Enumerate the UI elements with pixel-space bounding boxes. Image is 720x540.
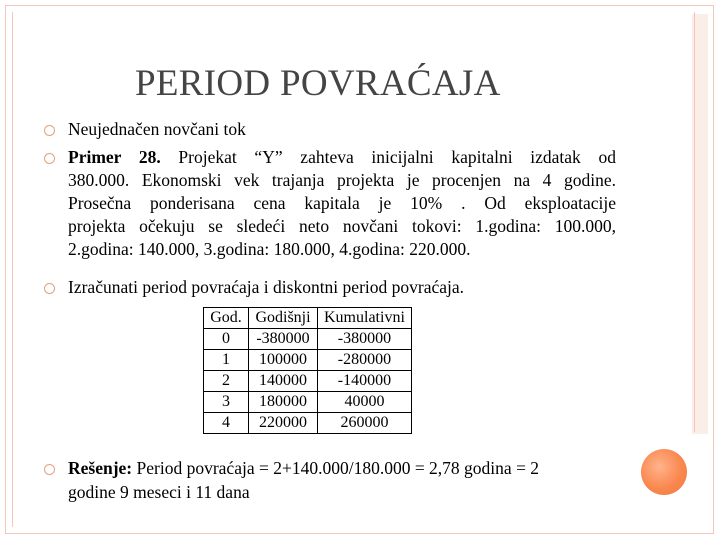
- table-cell: 3: [204, 392, 249, 413]
- table-header-year: God.: [204, 308, 249, 329]
- solution-text: Period povraćaja = 2+140.000/180.000 = 2,78 godina = 2: [136, 458, 540, 478]
- table-cell: 180000: [249, 392, 318, 413]
- bullet-text-2-line-5: 2.godina: 140.000, 3.godina: 180.000, 4.godina: 220.000.: [68, 239, 471, 259]
- table-cell: 220000: [249, 413, 318, 434]
- bullet-text-2-line-4: projekta očekuju se sledeći neto novčani tokovi: 1.godina: 100.000,: [68, 216, 616, 236]
- bullet-circle-icon: [44, 153, 55, 164]
- frame-inner-left-line: [12, 12, 13, 527]
- table-cell: -140000: [318, 371, 412, 392]
- table-row: [204, 350, 412, 371]
- table-cell: -280000: [318, 350, 412, 371]
- bullet-text-2-line-3: Prosečna ponderisana cena kapitala je 10% . Od eksploatacije: [68, 193, 616, 213]
- bullet-circle-icon: [44, 283, 55, 294]
- frame-inner-right-line: [694, 12, 695, 432]
- example-label: Primer 28.: [68, 147, 161, 167]
- table-cell: 40000: [318, 392, 412, 413]
- table-header-annual: Godišnji: [249, 308, 318, 329]
- bullet-text-2-line-1: [68, 146, 616, 169]
- table-cell: 1: [204, 350, 249, 371]
- table-cell: 140000: [249, 371, 318, 392]
- example-text: Projekat “Y” zahteva inicijalni kapitalni izdatak od: [178, 147, 617, 167]
- table-row: [204, 413, 412, 434]
- table-row: [204, 371, 412, 392]
- table-cell: 2: [204, 371, 249, 392]
- table-cell: -380000: [249, 329, 318, 350]
- decorative-orb-icon: [641, 449, 687, 495]
- table-row: [204, 392, 412, 413]
- table-cell: 0: [204, 329, 249, 350]
- solution-label: Rešenje:: [68, 458, 133, 478]
- table-cell: 260000: [318, 413, 412, 434]
- table-cell: -380000: [318, 329, 412, 350]
- bullet-text-4-line-1: [68, 457, 539, 480]
- table-row: [204, 329, 412, 350]
- table-header-row: [204, 308, 412, 329]
- bullet-circle-icon: [44, 125, 55, 136]
- bullet-circle-icon: [44, 464, 55, 475]
- table-header-cumulative: Kumulativni: [318, 308, 412, 329]
- bullet-text-1: Neujednačen novčani tok: [68, 119, 246, 139]
- bullet-text-2-line-2: 380.000. Ekonomski vek trajanja projekta je procenjen na 4 godine.: [68, 170, 616, 190]
- bullet-text-4-line-2: godine 9 meseci i 11 dana: [68, 482, 250, 502]
- table-cell: 4: [204, 413, 249, 434]
- slide-title: PERIOD POVRAĆAJA: [135, 63, 501, 104]
- cash-flow-table: [203, 307, 412, 434]
- table-cell: 100000: [249, 350, 318, 371]
- bullet-text-3: Izračunati period povraćaja i diskontni period povraćaja.: [68, 277, 465, 297]
